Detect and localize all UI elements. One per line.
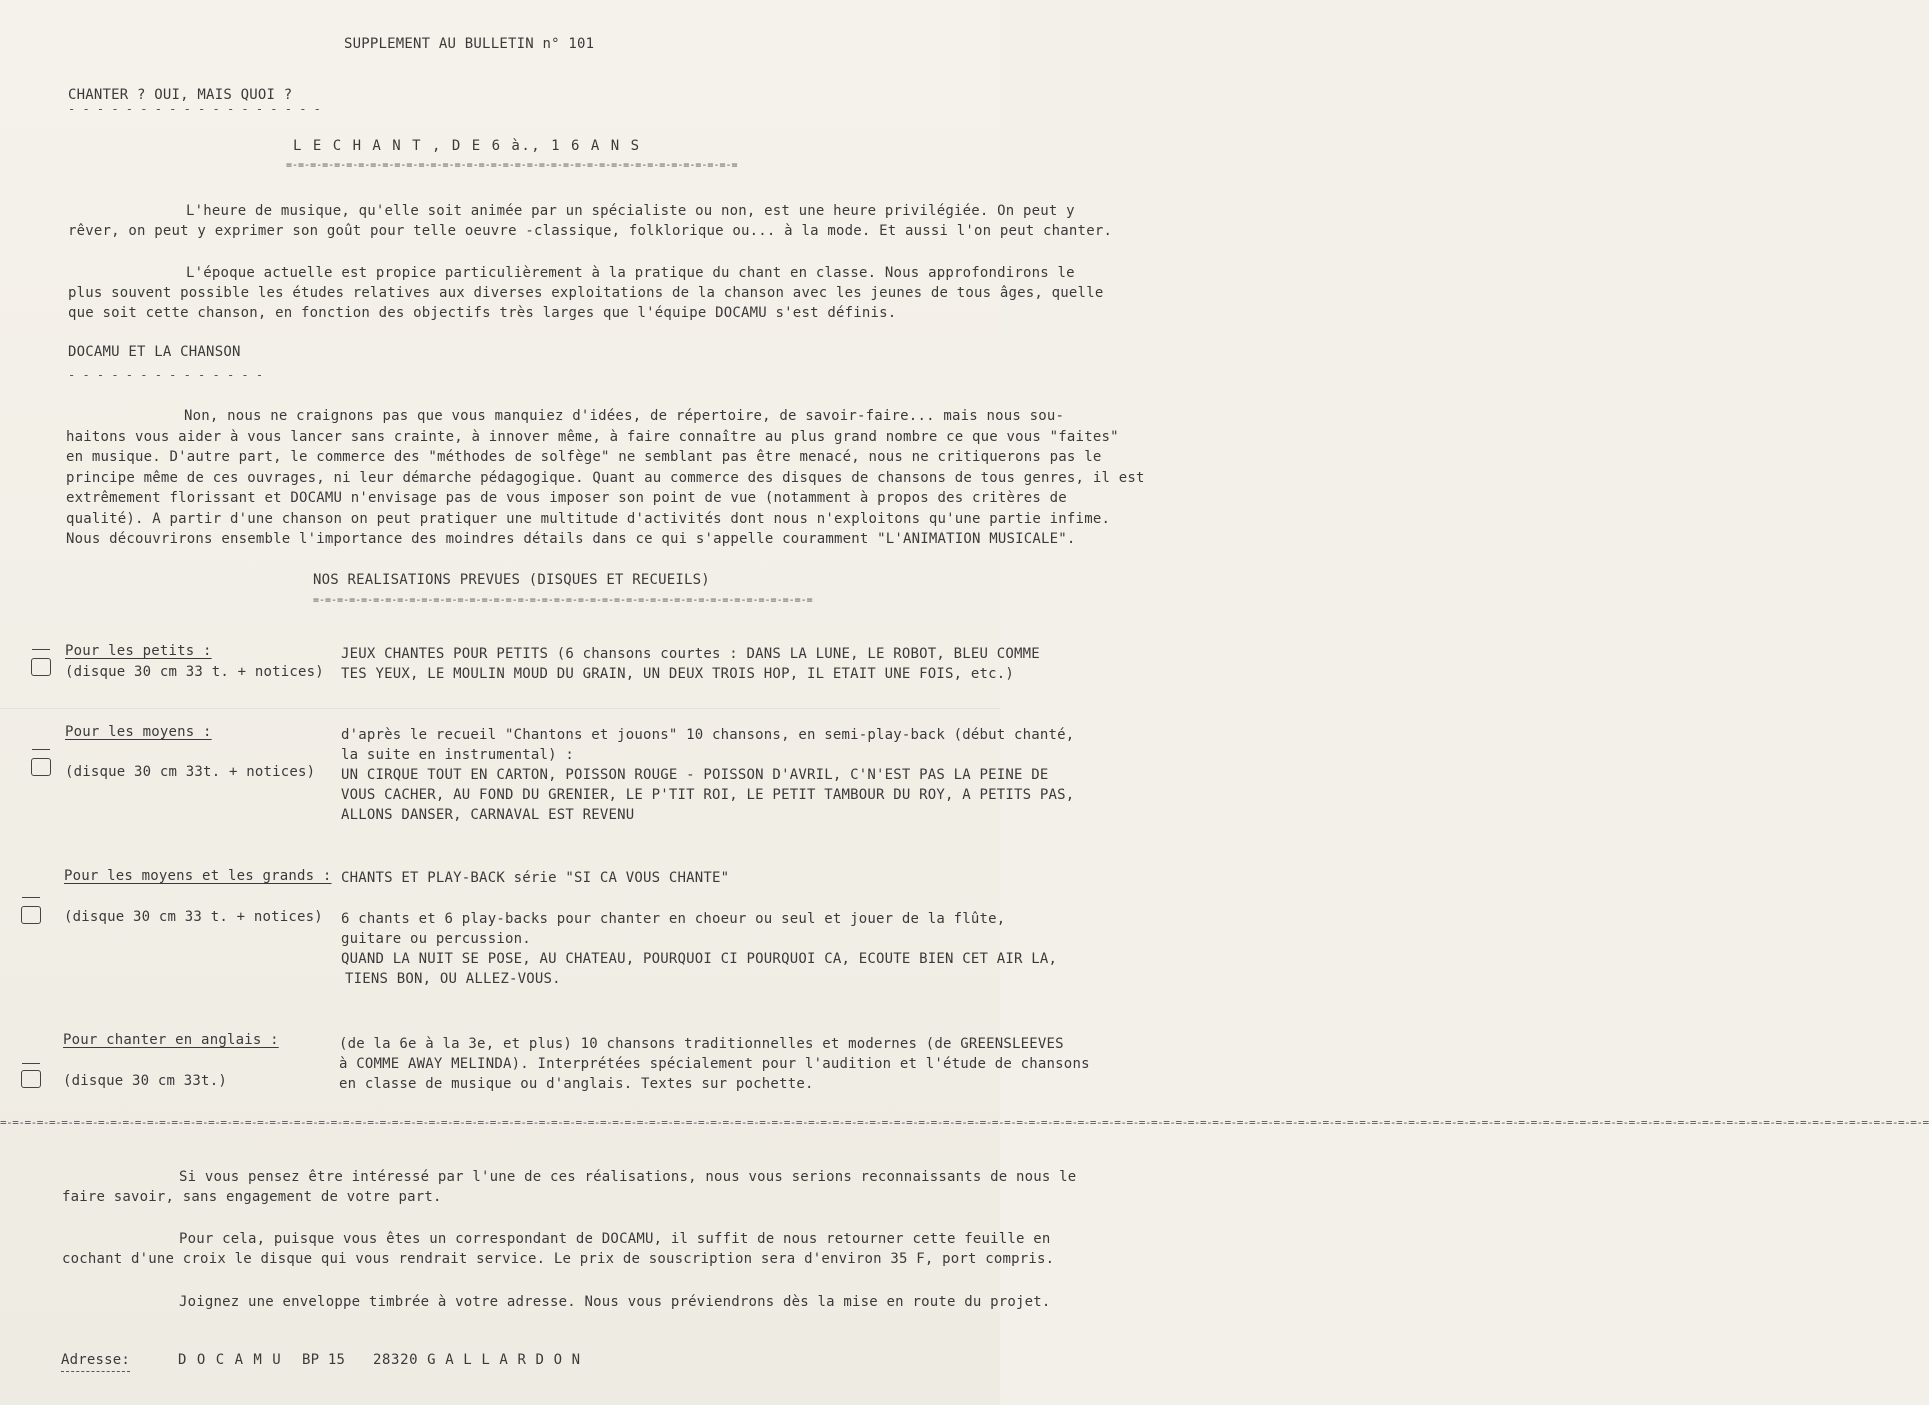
- text-line: en musique. D'autre part, le commerce des "méthodes de solfège" ne semblant pas être menacé, nous ne critiquerons pas le: [66, 449, 1102, 465]
- item-desc-anglais: [339, 1034, 1090, 1094]
- text-line: UN CIRQUE TOUT EN CARTON, POISSON ROUGE - POISSON D'AVRIL, C'N'EST PAS LA PEINE DE: [341, 767, 1049, 783]
- text-line: cochant d'une croix le disque qui vous rendrait service. Le prix de souscription sera d'environ 35 F, port compris.: [62, 1251, 1055, 1267]
- item-label-moyens-grands: Pour les moyens et les grands :: [64, 868, 332, 884]
- closing-paragraph-3: Joignez une enveloppe timbrée à votre adresse. Nous vous préviendrons dès la mise en route du projet.: [179, 1294, 1051, 1310]
- checkbox-top-line: [32, 749, 50, 750]
- text-line: d'après le recueil "Chantons et jouons" 10 chansons, en semi-play-back (début chanté,: [341, 727, 1075, 743]
- item-disc-petits: (disque 30 cm 33 t. + notices): [65, 664, 324, 680]
- supplement-header: SUPPLEMENT AU BULLETIN n° 101: [344, 36, 595, 52]
- item-disc-moyens-grands: (disque 30 cm 33 t. + notices): [64, 909, 323, 925]
- checkbox-top-line: [32, 649, 50, 650]
- text-line: QUAND LA NUIT SE POSE, AU CHATEAU, POURQUOI CI POURQUOI CA, ECOUTE BIEN CET AIR LA,: [341, 951, 1058, 967]
- checkbox-top-line: [22, 897, 40, 898]
- text-line: plus souvent possible les études relatives aux diverses exploitations de la chanson avec les jeunes de tous âges, quelle: [68, 285, 1104, 301]
- text-line: 6 chants et 6 play-backs pour chanter en choeur ou seul et jouer de la flûte,: [341, 911, 1006, 927]
- question-heading: CHANTER ? OUI, MAIS QUOI ?: [68, 87, 293, 103]
- item-label-petits: Pour les petits :: [65, 643, 212, 659]
- text-line: L'époque actuelle est propice particulièrement à la pratique du chant en classe. Nous approfondirons le: [186, 265, 1075, 281]
- text-line: Si vous pensez être intéressé par l'une de ces réalisations, nous vous serions reconnaissants de nous le: [179, 1169, 1077, 1185]
- realisations-heading: NOS REALISATIONS PREVUES (DISQUES ET RECUEILS): [313, 572, 710, 588]
- text-line: VOUS CACHER, AU FOND DU GRENIER, LE P'TIT ROI, LE PETIT TAMBOUR DU ROY, A PETITS PAS,: [341, 787, 1075, 803]
- intro-paragraph-2: [68, 263, 1103, 323]
- realisations-underline: =-=-=-=-=-=-=-=-=-=-=-=-=-=-=-=-=-=-=-=-=-=-=-=-=-=-=-=-=-=-=-=-=-=-=-=-=-=-=-=-=-=: [313, 595, 813, 606]
- text-line: JEUX CHANTES POUR PETITS (6 chansons courtes : DANS LA LUNE, LE ROBOT, BLEU COMME: [341, 646, 1040, 662]
- separator-line: =-=-=-=-=-=-=-=-=-=-=-=-=-=-=-=-=-=-=-=-=-=-=-=-=-=-=-=-=-=-=-=-=-=-=-=-=-=-=-=-=-=-=-=-=-=-=-=-=-=-=-=-=-=-=-=-=-=-=-=-=-=-=-=-=-=-=-=-=-=-=-=-=-=-=-=-=-=-=-=-=-=-=-=-=-=-=-=-=-=-=-=-=-=-=-=-=-=-=-=-=-=-=-=-=-=-=-=-=-=-=-=-=-=-=-=-=-=-=-=-=-=-=-=-=-=-=-=-=-=-=-=-=-=-=-=-=-=-=-=-=-=-=-=-=-=-=-=-=-=-=-=-=-=-=-=-=-=: [0, 1116, 1929, 1129]
- item-desc-moyens: [341, 725, 1074, 825]
- item-disc-anglais: (disque 30 cm 33t.): [63, 1073, 227, 1089]
- text-line: Pour cela, puisque vous êtes un correspondant de DOCAMU, il suffit de nous retourner cette feuille en: [179, 1231, 1051, 1247]
- item-desc-title-moyens-grands: CHANTS ET PLAY-BACK série "SI CA VOUS CHANTE": [341, 870, 730, 886]
- text-line: (de la 6e à la 3e, et plus) 10 chansons traditionnelles et modernes (de GREENSLEEVES: [339, 1036, 1064, 1052]
- text-line: TES YEUX, LE MOULIN MOUD DU GRAIN, UN DEUX TROIS HOP, IL ETAIT UNE FOIS, etc.): [341, 666, 1015, 682]
- section-heading-underline: - - - - - - - - - - - - - -: [68, 368, 264, 382]
- text-line: rêver, on peut y exprimer son goût pour telle oeuvre -classique, folklorique ou... à la mode. Et aussi l'on peut chanter.: [68, 223, 1113, 239]
- question-underline: - - - - - - - - - - - - - - - - - -: [68, 102, 321, 116]
- checkbox-moyens-grands[interactable]: [21, 906, 41, 924]
- section-heading-docamu: DOCAMU ET LA CHANSON: [68, 344, 241, 360]
- text-line: principe même de ces ouvrages, ni leur démarche pédagogique. Quant au commerce des disques de chansons de tous genres, il est: [66, 469, 1145, 486]
- item-disc-moyens: (disque 30 cm 33t. + notices): [65, 764, 316, 780]
- item-label-moyens: Pour les moyens :: [65, 724, 212, 740]
- text-line: Nous découvrirons ensemble l'importance des moindres détails dans ce qui s'appelle couramment "L'ANIMATION MUSICALE".: [66, 531, 1076, 547]
- text-line: L'heure de musique, qu'elle soit animée par un spécialiste ou non, est une heure privilégiée. On peut y: [186, 203, 1075, 219]
- text-line: TIENS BON, OU ALLEZ-VOUS.: [345, 971, 561, 987]
- intro-paragraph-1: [68, 201, 1112, 241]
- checkbox-moyens[interactable]: [31, 758, 51, 776]
- text-line: à COMME AWAY MELINDA). Interprétées spécialement pour l'audition et l'étude de chansons: [339, 1056, 1090, 1072]
- address-city: 28320 G A L L A R D O N: [373, 1352, 581, 1368]
- text-line: extrêmement florissant et DOCAMU n'envisage pas de vous imposer son point de vue (notamment à propos des critères de: [66, 490, 1067, 506]
- paper-fold: [0, 708, 1000, 709]
- text-line: en classe de musique ou d'anglais. Textes sur pochette.: [339, 1076, 814, 1092]
- closing-paragraph-1: [62, 1167, 1076, 1207]
- address-label: Adresse:: [61, 1350, 130, 1372]
- main-title: L E C H A N T , D E 6 à., 1 6 A N S: [293, 138, 641, 154]
- checkbox-petits[interactable]: [31, 658, 51, 676]
- text-line: haitons vous aider à vous lancer sans crainte, à innover même, à faire connaître au plus grand nombre ce que vous "faites": [66, 428, 1119, 445]
- address-name: D O C A M U: [178, 1352, 282, 1368]
- checkbox-anglais[interactable]: [21, 1070, 41, 1088]
- text-line: que soit cette chanson, en fonction des objectifs très larges que l'équipe DOCAMU s'est définis.: [68, 305, 897, 321]
- main-title-underline: =-=-=-=-=-=-=-=-=-=-=-=-=-=-=-=-=-=-=-=-=-=-=-=-=-=-=-=-=-=-=-=-=-=-=-=-=-=: [286, 160, 738, 171]
- address-bp: BP 15: [302, 1352, 346, 1368]
- text-line: Non, nous ne craignons pas que vous manquiez d'idées, de répertoire, de savoir-faire... mais nous sou-: [184, 408, 1065, 424]
- item-label-anglais: Pour chanter en anglais :: [63, 1032, 279, 1048]
- text-line: qualité). A partir d'une chanson on peut pratiquer une multitude d'activités dont nous n'exploitons qu'une partie infime.: [66, 510, 1111, 527]
- checkbox-top-line: [22, 1063, 40, 1064]
- text-line: ALLONS DANSER, CARNAVAL EST REVENU: [341, 807, 635, 823]
- text-line: guitare ou percussion.: [341, 931, 531, 947]
- item-desc-moyens-grands: [341, 909, 1057, 989]
- docamu-paragraph: [66, 406, 1145, 550]
- closing-paragraph-2: [62, 1229, 1054, 1269]
- text-line: faire savoir, sans engagement de votre part.: [62, 1189, 442, 1205]
- text-line: la suite en instrumental) :: [341, 747, 574, 763]
- item-desc-petits: [341, 644, 1040, 684]
